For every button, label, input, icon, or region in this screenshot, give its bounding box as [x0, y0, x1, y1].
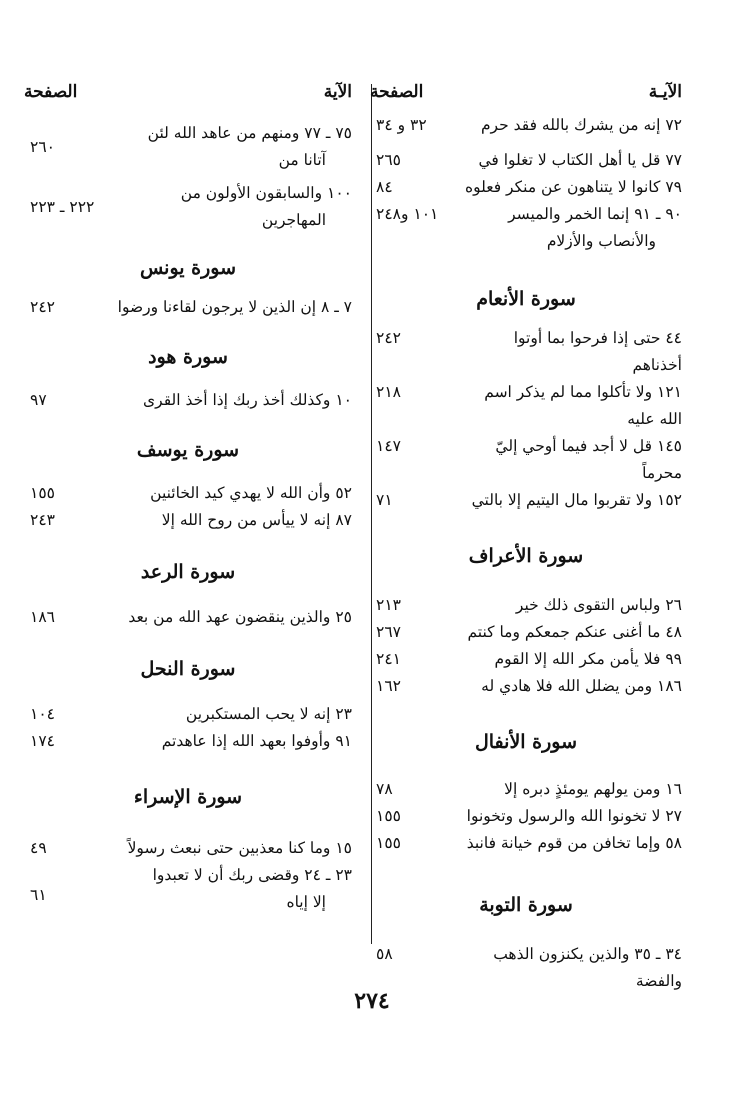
surah-heading: سورة الأعراف: [468, 545, 584, 567]
index-entry: [370, 776, 682, 803]
index-entry: [24, 480, 352, 507]
surah-heading: سورة الإسراء: [133, 786, 243, 808]
surah-heading: سورة التوبة: [479, 894, 573, 916]
entry-ayah: ٧٧ قل يا أهل الكتاب لا تغلوا في: [478, 151, 682, 169]
entry-ayah: ٩٩ فلا يأمن مكر الله إلا القوم: [494, 650, 682, 668]
entry-page: ٧١: [376, 491, 393, 509]
entry-ayah: ٢٧ لا تخونوا الله والرسول وتخونوا: [466, 807, 682, 825]
entry-continuation: المهاجرين: [261, 211, 326, 229]
index-entry: [370, 592, 682, 619]
surah-heading: سورة يوسف: [136, 439, 240, 461]
entry-page: ٩٧: [30, 391, 47, 409]
entry-ayah: ١٢١ ولا تأكلوا مما لم يذكر اسم الله عليه: [484, 383, 682, 428]
index-entry: [24, 507, 352, 534]
index-entry: [370, 646, 682, 673]
left-column: [24, 82, 352, 916]
index-entry: [370, 147, 682, 174]
entry-page: ١٥٥: [376, 807, 401, 825]
entry-page: ٢١٨: [376, 383, 401, 401]
entry-ayah: ٤٤ حتى إذا فرحوا بما أوتوا أخذناهم: [513, 329, 682, 374]
index-entry: [24, 604, 352, 631]
entry-ayah: ٧٥ ـ ٧٧ ومنهم من عاهد الله لئن: [147, 124, 352, 142]
entry-page: ٢٤٣: [30, 511, 55, 529]
right-column: [370, 82, 682, 995]
entry-page: ٢٢٢ ـ ٢٢٣: [30, 198, 95, 216]
entry-ayah: ١٦ ومن يولهم يومئذٍ دبره إلا: [504, 780, 682, 798]
entry-page: ٢٤٢: [376, 329, 401, 347]
surah-heading: سورة يونس: [139, 257, 237, 279]
column-header: [370, 82, 682, 112]
entry-page: ١٤٧: [376, 437, 401, 455]
entry-ayah: ١٨٦ ومن يضلل الله فلا هادي له: [481, 677, 682, 695]
entry-ayah: ٢٥ والذين ينقضون عهد الله من بعد: [128, 608, 352, 626]
entry-page: ٢٤١: [376, 650, 401, 668]
index-entry: [370, 673, 682, 700]
surah-heading: سورة الأنفال: [474, 731, 578, 753]
index-entry: [370, 325, 682, 379]
entry-page: ١٨٦: [30, 608, 55, 626]
entry-page: ٢١٣: [376, 596, 401, 614]
entry-ayah: ٧٢ إنه من يشرك بالله فقد حرم: [480, 116, 682, 134]
entry-ayah: ٣٤ ـ ٣٥ والذين يكنزون الذهب والفضة: [493, 945, 682, 990]
entry-page: ١٥٥: [30, 484, 55, 502]
index-entry: [24, 862, 352, 916]
entry-page: ٤٩: [30, 839, 47, 857]
entry-ayah: ١٥ وما كنا معذبين حتى نبعث رسولاً: [127, 839, 352, 857]
entry-page: ٨٤: [376, 178, 393, 196]
entry-page: ١٦٢: [376, 677, 401, 695]
header-ayah: الآيـة: [648, 82, 682, 102]
index-entry: [24, 180, 352, 234]
index-entry: [24, 294, 352, 321]
entry-ayah: ٧٩ كانوا لا يتناهون عن منكر فعلوه: [464, 178, 682, 196]
index-entry: [370, 379, 682, 433]
header-ayah: الآية: [323, 82, 352, 102]
entry-page: ١٠١ و٢٤٨: [376, 205, 439, 223]
index-entry: [370, 487, 682, 514]
entry-ayah: ٥٨ وإما تخافن من قوم خيانة فانبذ: [466, 834, 682, 852]
entry-ayah: ٩١ وأوفوا بعهد الله إذا عاهدتم: [161, 732, 352, 750]
surah-heading: سورة الأنعام: [476, 288, 576, 310]
index-entry: [24, 387, 352, 414]
index-entry: [370, 201, 682, 255]
index-entry: [370, 803, 682, 830]
entry-page: ٦١: [30, 886, 47, 904]
entry-page: ٢٦٧: [376, 623, 401, 641]
surah-heading: سورة الرعد: [140, 561, 236, 583]
entry-continuation: والأنصاب والأزلام: [546, 232, 656, 250]
entry-page: ٢٦٥: [376, 151, 401, 169]
entry-ayah: ٧ ـ ٨ إن الذين لا يرجون لقاءنا ورضوا: [117, 298, 352, 316]
entry-page: ١٧٤: [30, 732, 55, 750]
entry-ayah: ٥٢ وأن الله لا يهدي كيد الخائنين: [150, 484, 352, 502]
index-entry: [370, 174, 682, 201]
index-entry: [370, 941, 682, 995]
entry-ayah: ١٠ وكذلك أخذ ربك إذا أخذ القرى: [143, 391, 352, 409]
entry-page: ١٠٤: [30, 705, 55, 723]
surah-heading: سورة النحل: [140, 658, 236, 680]
index-entry: [24, 701, 352, 728]
entry-page: ١٥٥: [376, 834, 401, 852]
index-entry: [370, 112, 682, 139]
entry-page: ٧٨: [376, 780, 393, 798]
column-header: [24, 82, 352, 112]
index-entry: [24, 120, 352, 174]
entry-page: ٥٨: [376, 945, 393, 963]
header-page: الصفحة: [24, 82, 78, 102]
entry-ayah: ٤٨ ما أغنى عنكم جمعكم وما كنتم: [467, 623, 682, 641]
entry-ayah: ٢٦ ولباس التقوى ذلك خير: [515, 596, 682, 614]
entry-ayah: ١٠٠ والسابقون الأولون من: [180, 184, 352, 202]
surah-heading: سورة هود: [148, 346, 228, 368]
entry-ayah: ٨٧ إنه لا ييأس من روح الله إلا: [161, 511, 352, 529]
index-entry: [24, 835, 352, 862]
index-entry: [24, 728, 352, 755]
entry-ayah: ١٤٥ قل لا أجد فيما أوحي إليّ محرماً: [495, 437, 682, 482]
index-entry: [370, 619, 682, 646]
header-page: الصفحة: [370, 82, 424, 102]
entry-continuation: إلا إياه: [286, 893, 326, 911]
entry-page: ٢٤٢: [30, 298, 55, 316]
entry-ayah: ١٥٢ ولا تقربوا مال اليتيم إلا بالتي: [471, 491, 682, 509]
page-number: ٢٧٤: [354, 988, 390, 1014]
entry-continuation: آتانا من: [278, 151, 326, 169]
index-entry: [370, 830, 682, 857]
entry-ayah: ٢٣ ـ ٢٤ وقضى ربك أن لا تعبدوا: [152, 866, 352, 884]
entry-ayah: ٢٣ إنه لا يحب المستكبرين: [185, 705, 352, 723]
index-entry: [370, 433, 682, 487]
entry-ayah: ٩٠ ـ ٩١ إنما الخمر والميسر: [508, 205, 682, 223]
entry-page: ٣٢ و ٣٤: [376, 116, 427, 134]
entry-page: ٢٦٠: [30, 138, 55, 156]
